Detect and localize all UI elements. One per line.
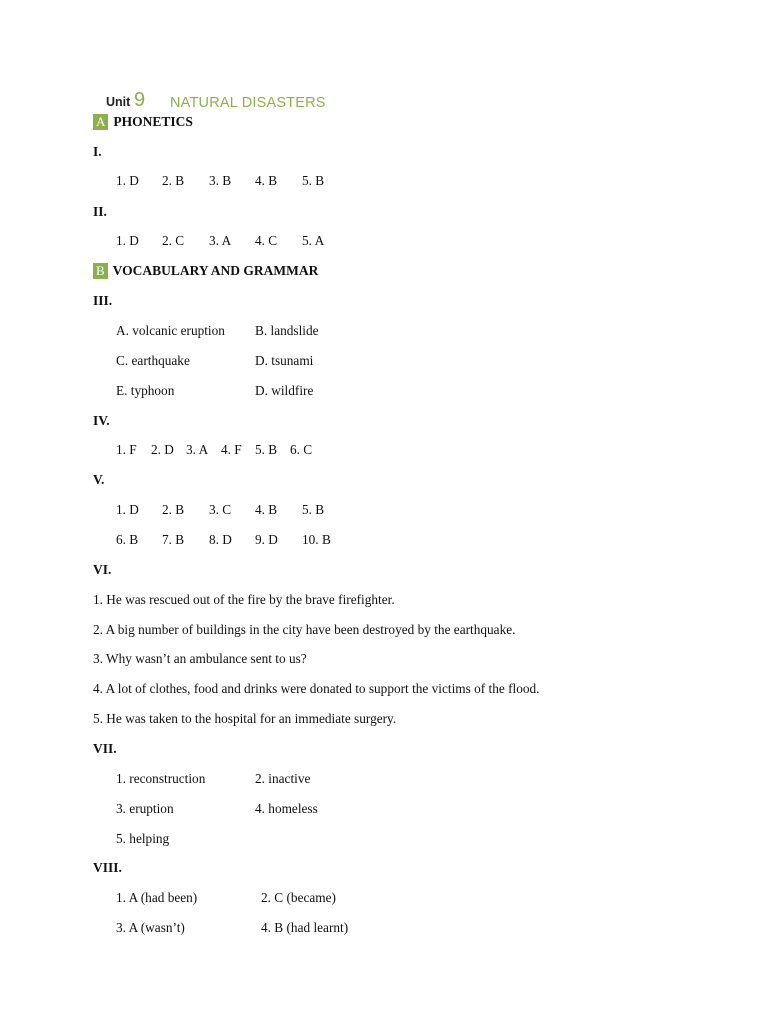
sentence: 2. A big number of buildings in the city have been destroyed by the earthquake. [93,622,516,637]
exercise-6-number: VI. [93,562,112,577]
answer: 2. D [151,442,174,457]
answer: 5. B [302,502,325,517]
unit-number: 9 [134,89,146,111]
answer: 9. D [255,532,278,547]
sentence: 3. Why wasn’t an ambulance sent to us? [93,651,307,666]
answer: 4. B [255,173,278,188]
unit-title: NATURAL DISASTERS [170,95,326,111]
section-a-heading [93,114,193,130]
answer: 4. B [255,502,278,517]
answer: 5. B [302,173,325,188]
answer: 5. B [255,442,278,457]
answer: 3. eruption [116,801,174,816]
answer: 3. A [186,442,209,457]
answer: 5. A [302,233,325,248]
answer: 7. B [162,532,185,547]
section-b-letter: B [93,263,108,279]
answer: 4. B (had learnt) [261,920,349,935]
answer: 8. D [209,532,232,547]
answer: D. wildfire [255,383,314,398]
sentence: 4. A lot of clothes, food and drinks were donated to support the victims of the flood. [93,681,540,696]
answer: D. tsunami [255,353,314,368]
section-a-title: PHONETICS [113,114,193,130]
answer: 1. D [116,233,139,248]
answer: 1. reconstruction [116,771,206,786]
exercise-1-number: I. [93,144,102,159]
exercise-8-number: VIII. [93,860,122,875]
answer: 3. A [209,233,232,248]
answer: 2. inactive [255,771,311,786]
answer: 1. D [116,502,139,517]
answer: E. typhoon [116,383,175,398]
unit-label: Unit [106,95,131,109]
answer: C. earthquake [116,353,190,368]
exercise-7-number: VII. [93,741,117,756]
exercise-3-number: III. [93,293,113,308]
answer: 2. C (became) [261,890,336,905]
answer: 3. B [209,173,232,188]
answer: 5. helping [116,831,170,846]
section-b-title: VOCABULARY AND GRAMMAR [112,263,319,279]
answer: 1. D [116,173,139,188]
section-b-heading [93,263,318,279]
answer: 2. C [162,233,185,248]
answer: 4. F [221,442,242,457]
answer: 3. C [209,502,232,517]
answer: 3. A (wasn’t) [116,920,185,935]
answer: 6. C [290,442,313,457]
exercise-5-number: V. [93,472,105,487]
answer: 1. F [116,442,137,457]
answer: 2. B [162,502,185,517]
answer: 2. B [162,173,185,188]
answer: 1. A (had been) [116,890,198,905]
answer: 6. B [116,532,139,547]
exercise-2-number: II. [93,204,107,219]
exercise-4-number: IV. [93,413,110,428]
section-a-letter: A [93,114,108,130]
answer: A. volcanic eruption [116,323,225,338]
answer: 4. homeless [255,801,318,816]
answer: 10. B [302,532,331,547]
answer: 4. C [255,233,278,248]
answer: B. landslide [255,323,319,338]
sentence: 5. He was taken to the hospital for an immediate surgery. [93,711,397,726]
sentence: 1. He was rescued out of the fire by the brave firefighter. [93,592,395,607]
